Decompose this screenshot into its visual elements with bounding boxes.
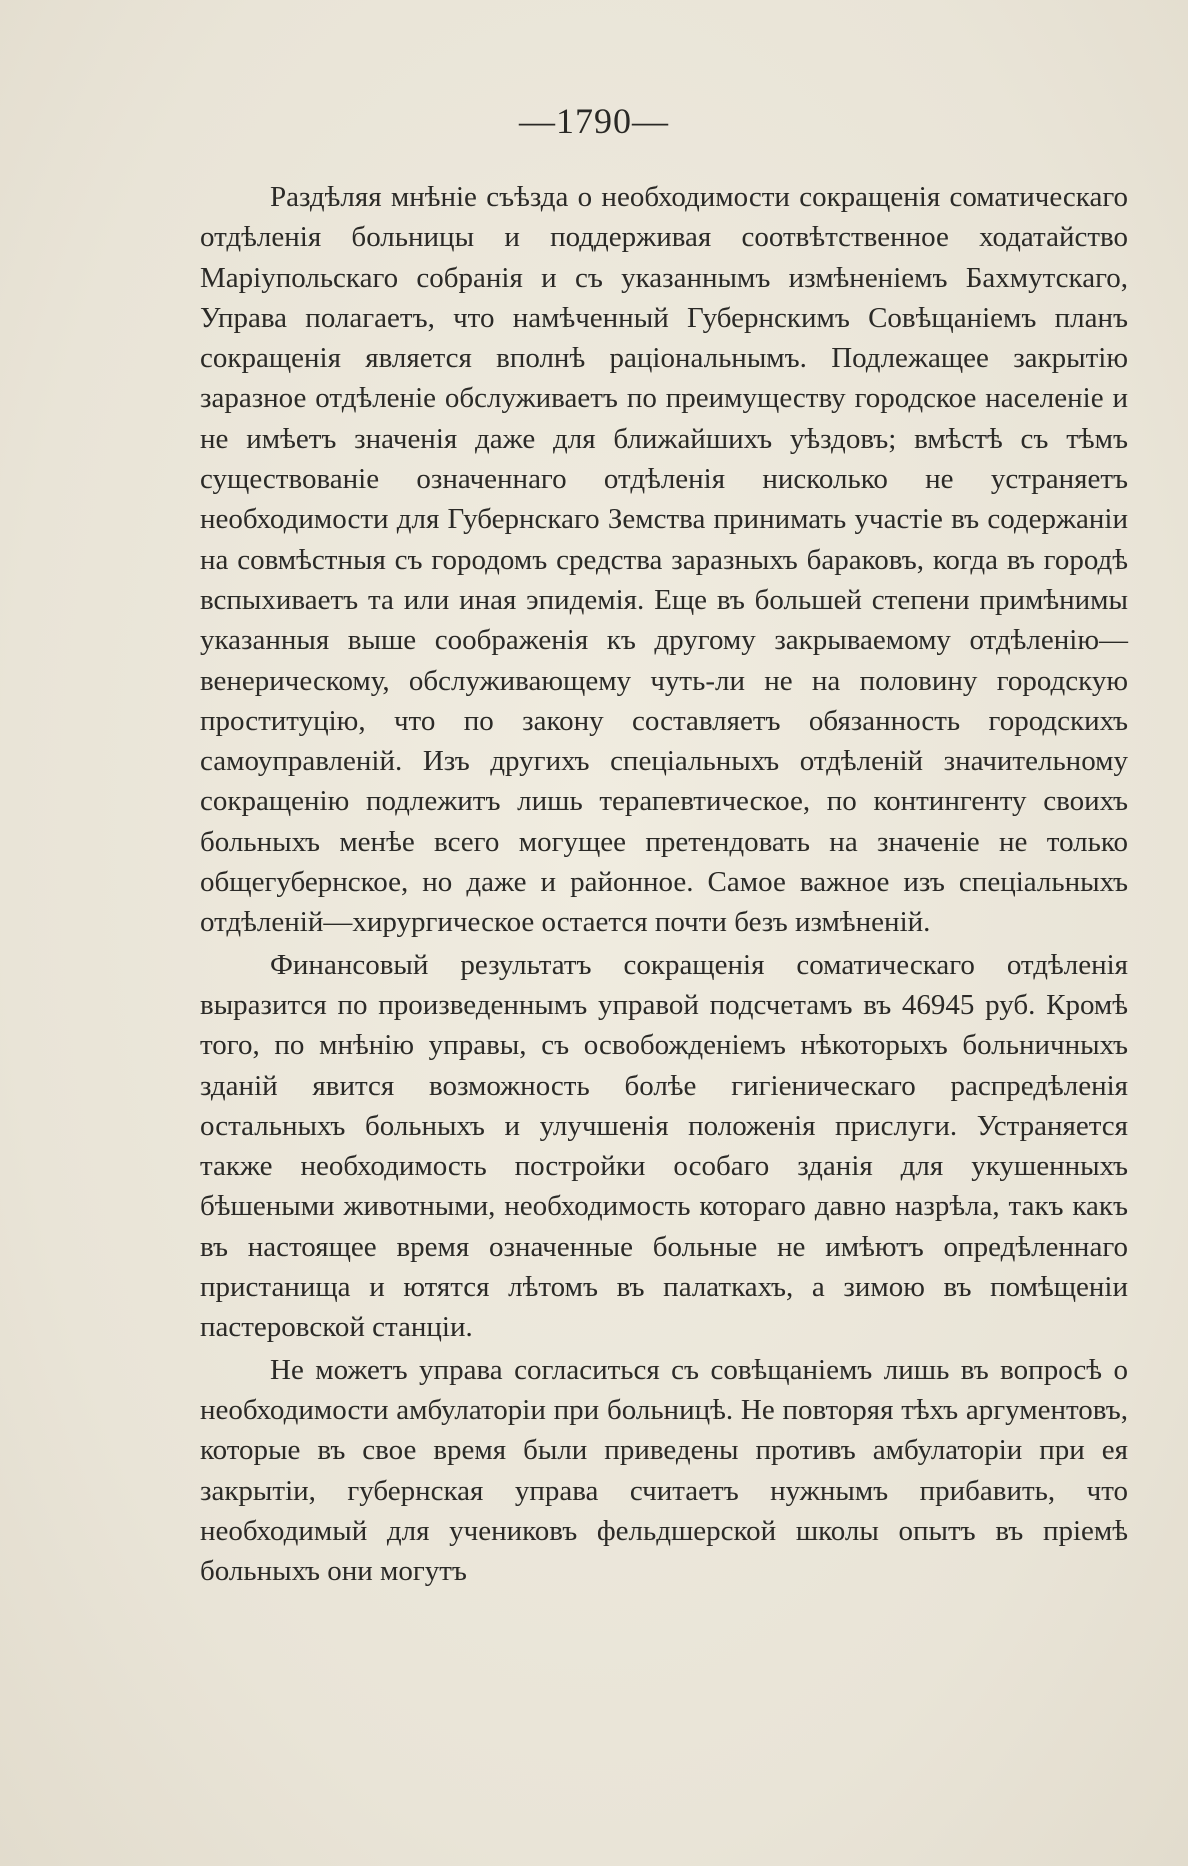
paragraph-2: Финансовый результатъ сокращенія соматическаго отдѣленія выразится по произведеннымъ управой подсчетамъ въ 46945 руб. Кромѣ того, по мнѣнію управы, съ освобожденіемъ нѣкоторыхъ больничныхъ зданій явится возможность болѣе гигіеническаго распредѣленія остальныхъ больныхъ и улучшенія положенія прислуги. Устраняется также необходимость постройки особаго зданія для укушенныхъ бѣшеными животными, необходимость котораго давно назрѣла, такъ какъ въ настоящее время означенные больные не имѣютъ опредѣленнаго пристанища и ютятся лѣтомъ въ палаткахъ, а зимою въ помѣщеніи пастеровской станціи.	[200, 948, 1128, 1344]
page-number: —1790—	[519, 101, 669, 141]
body-text	[200, 177, 1128, 1591]
paragraph-1: Раздѣляя мнѣніе съѣзда о необходимости сокращенія соматическаго отдѣленія больницы и поддерживая соотвѣтственное ходатайство Маріупольскаго собранія и съ указаннымъ измѣненіемъ Бахмутскаго, Управа полагаетъ, что намѣченный Губернскимъ Совѣщаніемъ планъ сокращенія является вполнѣ раціональнымъ. Подлежащее закрытію заразное отдѣленіе обслуживаетъ по преимуществу городское населеніе и не имѣетъ значенія даже для ближайшихъ уѣздовъ; вмѣстѣ съ тѣмъ существованіе означеннаго отдѣленія нисколько не устраняетъ необходимости для Губернскаго Земства принимать участіе въ содержаніи на совмѣстныя съ городомъ средства заразныхъ бараковъ, когда въ городѣ вспыхиваетъ та или иная эпидемія. Еще въ большей степени примѣнимы указанныя выше соображенія къ другому закрываемому отдѣленію—венерическому, обслуживающему чуть-ли не на половину городскую проституцію, что по закону составляетъ обязанность городскихъ самоуправленій. Изъ другихъ спеціальныхъ отдѣленій значительному сокращенію подлежитъ лишь терапевтическое, по контингенту своихъ больныхъ менѣе всего могущее претендовать на значеніе не только общегубернское, но даже и районное. Самое важное изъ спеціальныхъ отдѣленій—хирургическое остается почти безъ измѣненій.	[200, 181, 1128, 939]
paragraph-3: Не можетъ управа согласиться съ совѣщаніемъ лишь въ вопросѣ о необходимости амбулаторіи при больницѣ. Не повторяя тѣхъ аргументовъ, которые въ свое время были приведены противъ амбулаторіи при ея закрытіи, губернская управа считаетъ нужнымъ прибавить, что необходимый для учениковъ фельдшерской школы опытъ въ пріемѣ больныхъ они могутъ	[200, 1353, 1128, 1588]
